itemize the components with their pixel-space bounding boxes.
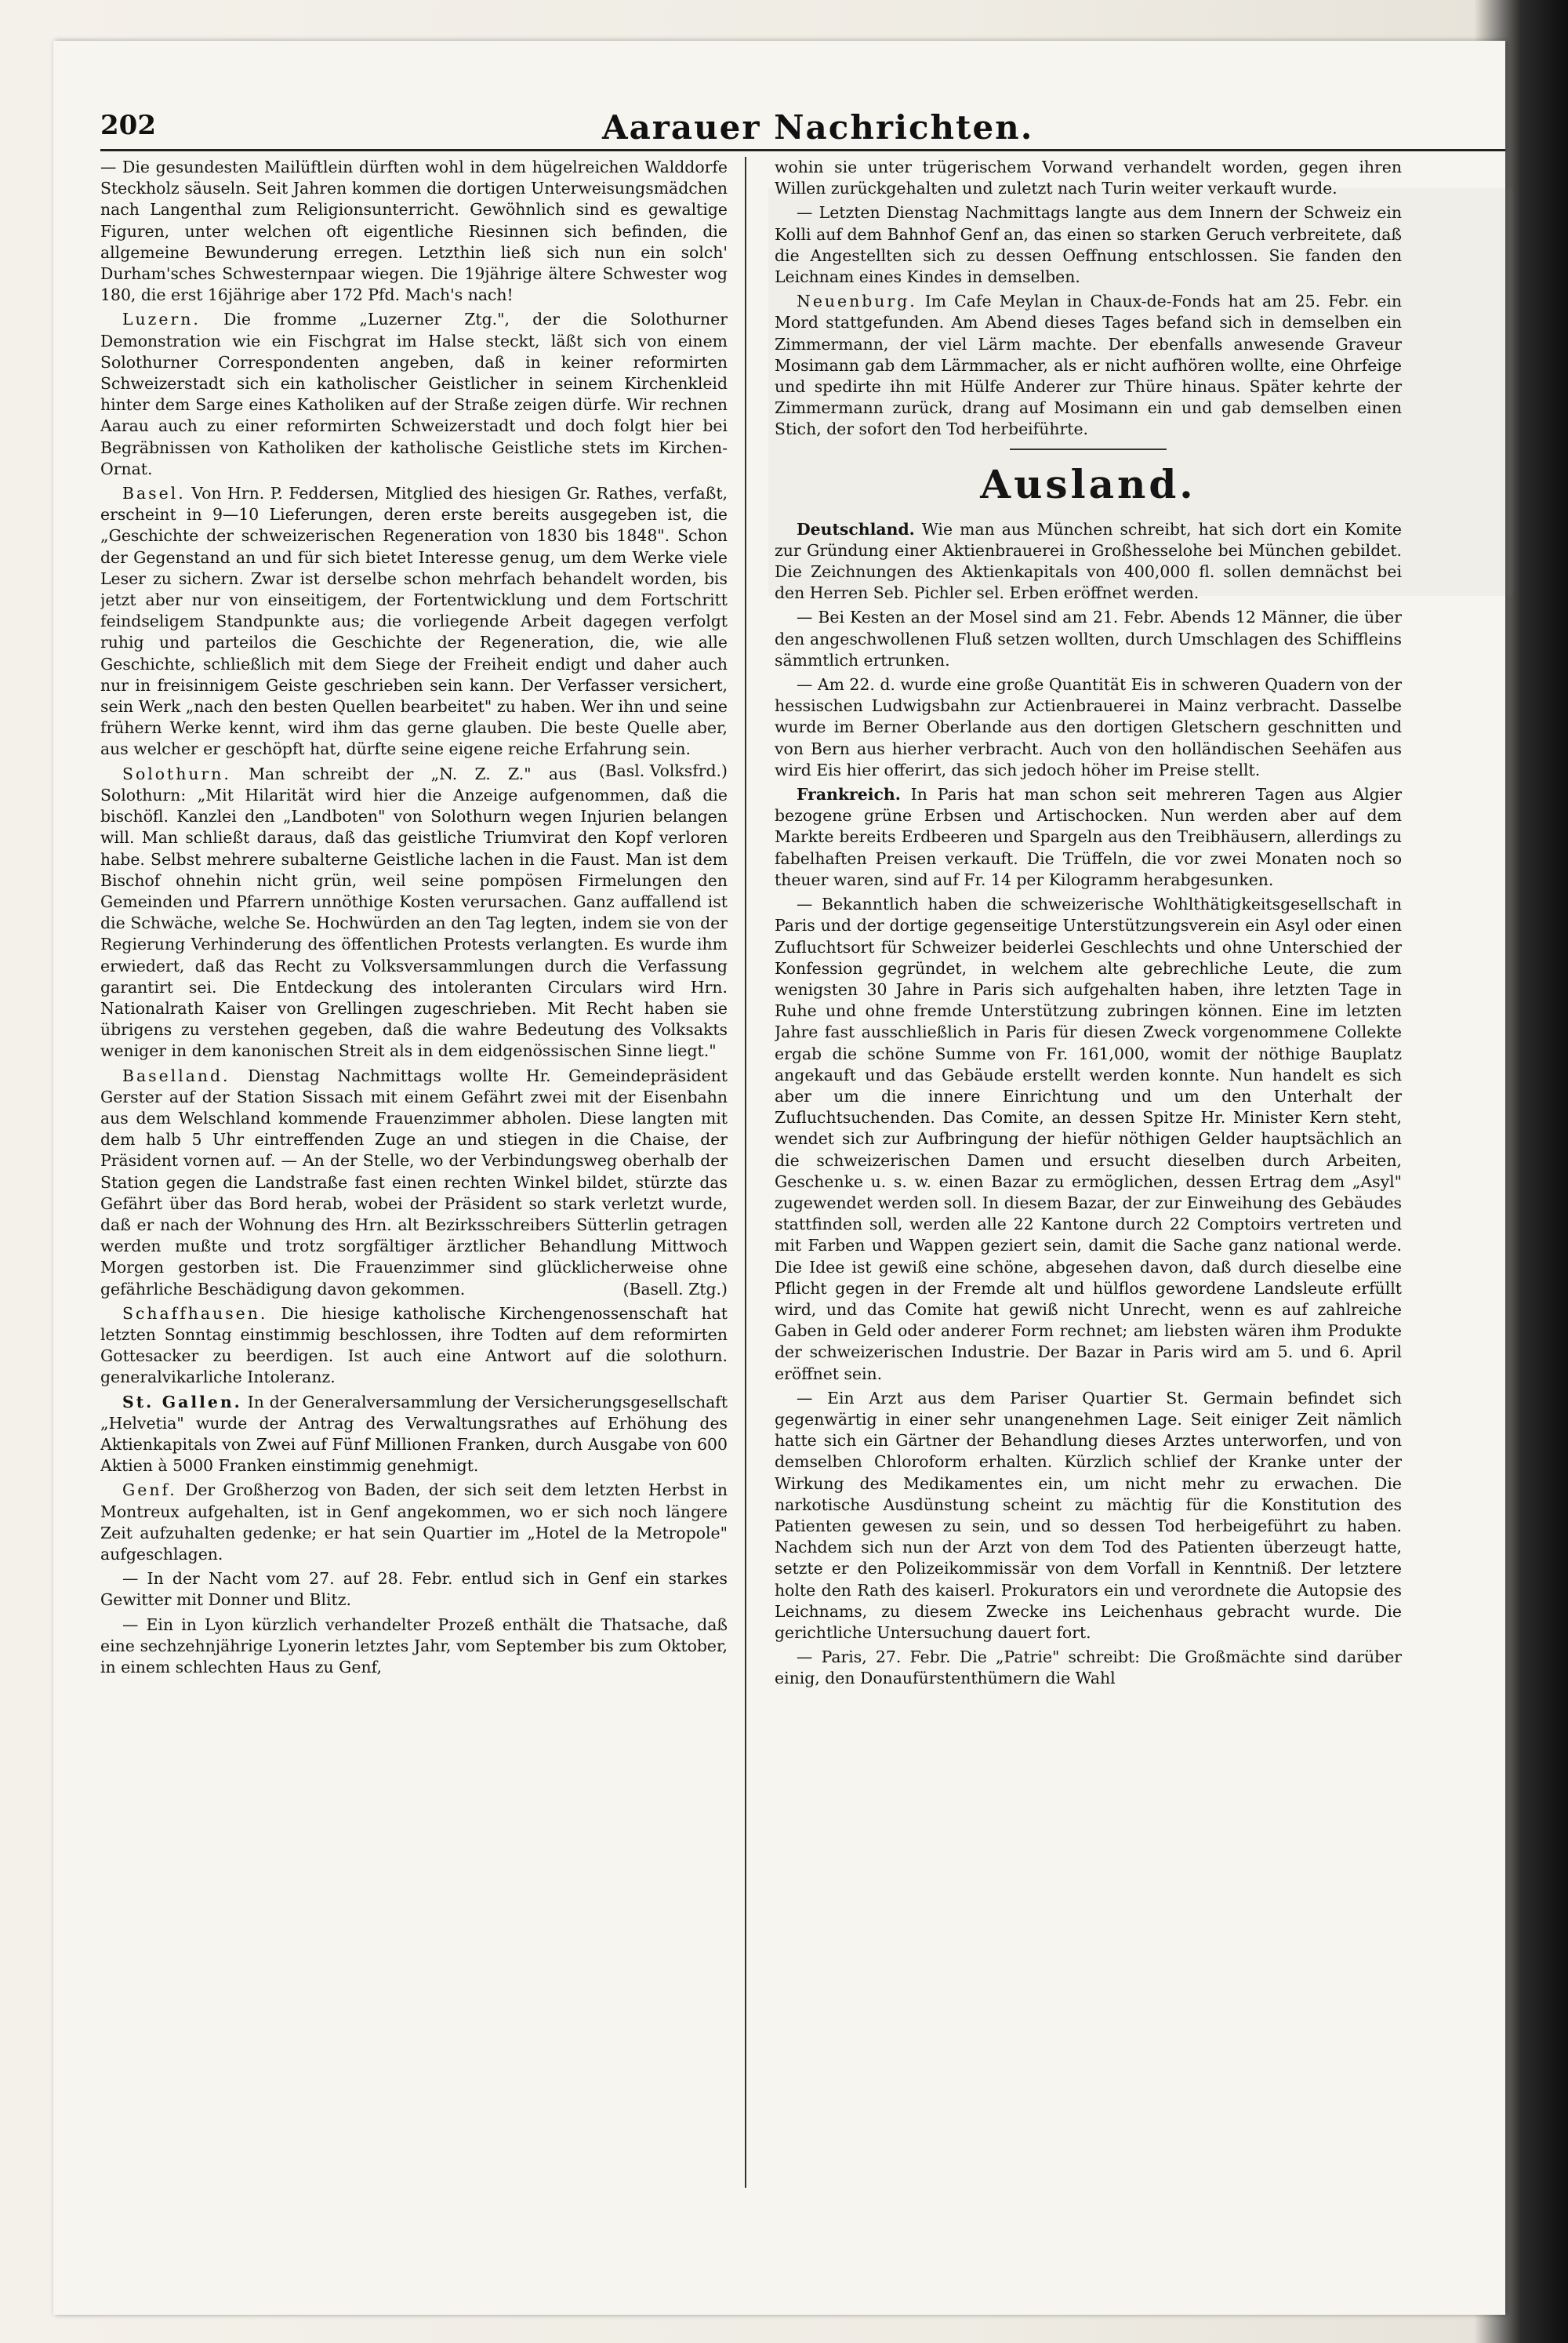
article-solothurn [100,764,728,1063]
article-neuenburg [775,291,1402,440]
article-deutschland-text: Wie man aus München schreibt, hat sich dort ein Komite zur Gründung einer Aktienbrauerei in Großhesselohe bei München gebildet. Die Zeichnungen des Aktienkapitals von 400,000 fl. sollen demnächst bei den Herren Seb. Pichler sel. Erben eröffnet werden. [775,519,1402,603]
article-frankreich [775,784,1402,891]
article-steckholz: — Die gesundesten Mailüftlein dürften wohl in dem hügelreichen Walddorfe Steckholz säuseln. Seit Jahren kommen die dortigen Unterweisungsmädchen nach Langenthal zum Religionsunterricht. Gewöhnlich sind es gewaltige Figuren, unter welchen oft eigentliche Riesinnen sich befinden, die allgemeine Bewunderung erregen. Letzthin ließ sich nun ein solch' Durham'sches Schwesternpaar wiegen. Die 19jährige ältere Schwester wog 180, die erst 16jährige aber 172 Pfd. Mach's nach! [100,158,728,305]
article-kolli: — Letzten Dienstag Nachmittags langte aus dem Innern der Schweiz ein Kolli auf dem Bahnhof Genf an, das einen so starken Geruch verbreitete, daß die Angestellten sich zu dessen Oeffnung entschlossen. Sie fanden den Leichnam eines Kindes in demselben. [775,203,1402,287]
article-wohltaetigkeit: — Bekanntlich haben die schweizerische Wohlthätigkeitsgesellschaft in Paris und der dortige gegenseitige Unterstützungsverein ein Asyl oder einen Zufluchtsort für Schweizer beiderlei Geschlechts und ohne Unterschied der Konfession gegründet, in welchem alte gebrechliche Leute, die zum wenigsten 30 Jahre in Paris sich aufgehalten haben, ihre letzten Tage in Ruhe und ohne fremde Unterstützung zubringen können. Eine im letzten Jahre fast ausschließlich in Paris für diesen Zweck vorgenommene Collekte ergab die schöne Summe von Fr. 161,000, womit der nöthige Bauplatz angekauft und das Gebäude erstellt werden konnte. Nun handelt es sich aber um die innere Einrichtung und um den Unterhalt der Zufluchtsuchenden. Das Comite, an dessen Spitze Hr. Minister Kern steht, wendet sich zur Aufbringung der hiefür nöthigen Gelder hauptsächlich an die schweizerischen Damen und ersucht dieselben durch Arbeiten, Geschenke u. s. w. einen Bazar zu ermöglichen, dessen Ertrag dem „Asyl" zugewendet werden soll. In diesem Bazar, der zur Einweihung des Gebäudes stattfinden soll, werden alle 22 Kantone durch 22 Comptoirs vertreten und mit Farben und Wappen geziert sein, damit die Sache ganz national werde. Die Idee ist gewiß eine schöne, abgesehen davon, daß durch dieselbe eine Pflicht gegen in der Fremde alt und hülflos gewordene Landsleute erfüllt wird, und das Comite hat gewiß nicht Unrecht, wenn es auf zahlreiche Gaben in Geld oder anderer Form rechnet; am liebsten wären ihm Produkte der schweizerischen Industrie. Der Bazar in Paris wird am 5. und 6. April eröffnet sein. [775,895,1402,1383]
article-genf [100,1480,728,1565]
article-deutschland [775,519,1402,605]
dateline-solothurn: Solothurn. [122,764,231,783]
article-genf-text: Der Großherzog von Baden, der sich seit dem letzten Herbst in Montreux aufgehalten, ist in Genf angekommen, wo er sich noch längere Zeit aufzuhalten gedenke; er hat sein Quartier im „Hotel de la Metropole" aufgeschlagen. [100,1480,728,1564]
article-lyon-continued: wohin sie unter trügerischem Vorwand verhandelt worden, gegen ihren Willen zurückgehalten und zuletzt nach Turin weiter verkauft wurde. [775,158,1402,198]
article-luzern-text: Die fromme „Luzerner Ztg.", der die Solothurner Demonstration wie ein Fischgrat im Halse steckt, läßt sich von einem Solothurner Correspondenten angeben, daß in keiner reformirten Schweizerstadt sich ein katholischer Geistlicher in seinem Kirchenkleid hinter dem Sarge eines Katholiken auf der Straße zeigen dürfe. Wir rechnen Aarau auch zu einer reformirten Schweizerstadt und doch folgt hier bei Begräbnissen von Katholiken der katholische Geistliche stets im Kirchen-Ornat. [100,310,728,478]
article-stgallen [100,1392,728,1477]
article-neuenburg-text: Im Cafe Meylan in Chaux-de-Fonds hat am 25. Febr. ein Mord stattgefunden. Am Abend dieses Tages befand sich in demselben ein Zimmermann, der viel Lärm machte. Der ebenfalls anwesende Graveur Mosimann gab dem Lärmmacher, als er nicht aufhören wollte, eine Ohrfeige und spedirte ihn mit Hülfe Anderer zur Thüre hinaus. Später kehrte der Zimmermann zurück, drang auf Mosimann ein und gab demselben einen Stich, der sofort den Tod herbeiführte. [775,292,1402,439]
newspaper-title: Aarauer Nachrichten. [602,108,1034,147]
dateline-luzern: Luzern. [122,310,201,329]
article-eis: — Am 22. d. wurde eine große Quantität Eis in schweren Quadern von der hessischen Ludwigsbahn zur Actienbrauerei in Mainz verbracht. Dasselbe wurde im Berner Oberlande aus den dortigen Gletschern geschnitten und von Bern aus hierher verbracht. Auch von den holländischen Seehäfen aus wird Eis hier offerirt, das sich jedoch höher im Preise stellt. [775,675,1402,779]
article-arzt: — Ein Arzt aus dem Pariser Quartier St. Germain befindet sich gegenwärtig in einer sehr unangenehmen Lage. Seit einiger Zeit nämlich hatte sich ein Gärtner der Behandlung dieses Arztes unterworfen, und von demselben Chloroform erhalten. Kürzlich schlief der Kranke unter der Wirkung des Medikamentes ein, um nicht mehr zu erwachen. Die narkotische Ausdünstung scheint zu mächtig für die Konstitution des Patienten gewesen zu sein, und so dessen Tod herbeigeführt zu haben. Nachdem sich nun der Arzt von dem Tod des Patienten überzeugt hatte, setzte er den Polizeikommissär von dem Vorfall in Kenntniß. Der letztere holte den Rath des kaiserl. Prokurators ein und verordnete die Autopsie des Leichnams, zu diesem Zwecke ins Leichenhaus gebracht wurde. Die gerichtliche Untersuchung dauert fort. [775,1388,1402,1642]
dateline-neuenburg: Neuenburg. [797,292,917,311]
section-heading-ausland: Ausland. [980,460,1196,507]
dateline-stgallen: St. Gallen. [122,1392,242,1411]
dateline-baselland: Baselland. [122,1066,230,1085]
article-baselland-text: Dienstag Nachmittags wollte Hr. Gemeindepräsident Gerster auf der Station Sissach mit einem Gefährt zwei mit der Eisenbahn aus dem Welschland kommende Frauenzimmer abholen. Diese langten mit dem halb 5 Uhr eintreffenden Zuge an und stiegen in die Chaise, der Präsident vornen auf. — An der Stelle, wo der Verbindungsweg oberhalb der Station gegen die Landstraße fast einen rechten Winkel bildet, stürzte das Gefährt über das Bord herab, wobei der Präsident so stark verletzt wurde, daß er nach der Wohnung des Hrn. alt Bezirksschreibers Sütterlin getragen werden mußte und trotz sorgfältiger ärztlicher Behandlung Mittwoch Morgen gestorben ist. Die Frauenzimmer sind glücklicherweise ohne gefährliche Beschädigung davon gekommen. [100,1066,728,1299]
article-genf-storm: — In der Nacht vom 27. auf 28. Febr. entlud sich in Genf ein starkes Gewitter mit Donner und Blitz. [100,1569,728,1610]
dateline-frankreich: Frankreich. [797,785,901,805]
article-solothurn-text: Man schreibt der „N. Z. Z." aus Solothurn: „Mit Hilarität wird hier die Anzeige aufgenommen, daß die bischöfl. Kanzlei den „Landboten" von Solothurn wegen Injurien belangen will. Man schließt daraus, daß das geistliche Triumvirat den Kopf verloren habe. Selbst mehrere subalterne Geistliche lachen in die Faust. Man ist dem Bischof ohnehin nicht grün, weil seine pompösen Firmelungen den Gemeinden und Pfarrern unnöthige Kosten verursachen. Ganz auffallend ist die Schwäche, welche Se. Hochwürden an den Tag legten, indem sie von der Regierung Verhinderung des öffentlichen Protests verlangten. Es wurde ihm erwiedert, daß das Recht zu Volksversammlungen durch die Verfassung garantirt sei. Die Entdeckung des intoleranten Circulars wird Hrn. Nationalrath Kaiser von Grellingen zugeschrieben. Mit Recht haben sie übrigens zu verstehen gegeben, daß die wahre Bedeutung des Volksakts weniger in dem kanonischen Streit als in dem eidgenössischen Sinne liegt." [100,764,728,1061]
dateline-basel: Basel. [122,484,186,503]
article-stgallen-text: In der Generalversammlung der Versicherungsgesellschaft „Helvetia" wurde der Antrag des Verwaltungsrathes auf Erhöhung des Aktienkapitals von Zwei auf Fünf Millionen Franken, durch Ausgabe von 600 Aktien à 5000 Franken einstimmig genehmigt. [100,1392,728,1476]
article-genf-lyon: — Ein in Lyon kürzlich verhandelter Prozeß enthält die Thatsache, daß eine sechzehnjährige Lyonerin letztes Jahr, vom September bis zum Oktober, in einem schlechten Haus zu Genf, [100,1615,728,1677]
article-kesten: — Bei Kesten an der Mosel sind am 21. Febr. Abends 12 Männer, die über den angeschwollenen Fluß setzen wollten, durch Umschlagen des Schiffleins sämmtlich ertrunken. [775,608,1402,670]
source-baselland: (Basell. Ztg.) [622,1279,728,1299]
header-rule [100,149,1505,151]
dateline-schaffhausen: Schaffhausen. [122,1303,268,1323]
section-separator [1010,449,1167,450]
article-baselland [100,1066,728,1300]
article-luzern [100,309,728,480]
page-number: 202 [100,110,156,141]
dateline-deutschland: Deutschland. [797,519,915,539]
article-schaffhausen [100,1303,728,1389]
article-patrie [775,1647,1402,1689]
article-basel-text: Von Hrn. P. Feddersen, Mitglied des hiesigen Gr. Rathes, verfaßt, erscheint in 9—10 Lieferungen, deren erste bereits ausgegeben ist, die „Geschichte der schweizerischen Regeneration von 1830 bis 1848". Schon der Gegenstand an und für sich bietet Interesse genug, um dem Werke viele Leser zu sichern. Zwar ist derselbe schon mehrfach behandelt worden, bis jetzt aber nur von einseitigem, der Fortentwicklung und dem Fortschritt feindseligem Standpunkte aus; die vorliegende Arbeit dagegen verfolgt ruhig und parteilos die Geschichte der Regeneration, die, wie alle Geschichte, schließlich mit dem Siege der Freiheit endigt und daher auch nur in freisinnigem Geiste geschrieben sein kann. Der Verfasser versichert, sein Werk „nach den besten Quellen bearbeitet" zu haben. Wer ihn und seine frühern Werke kennt, wird ihm das gerne glauben. Die beste Quelle aber, aus welcher er geschöpft hat, dürfte seine eigene reiche Erfahrung sein. [100,484,728,759]
dateline-paris: — Paris, 27. Febr. [797,1647,951,1667]
dateline-genf: Genf. [122,1480,177,1500]
article-patrie-text: Die „Patrie" schreibt: Die Großmächte sind darüber einig, den Donaufürstenthümern die Wahl [775,1647,1402,1688]
column-divider [745,157,746,2188]
article-schaffhausen-text: Die hiesige katholische Kirchengenossenschaft hat letzten Sonntag einstimmig beschlossen, ihre Todten auf dem reformirten Gottesacker zu beerdigen. Ist auch eine Antwort auf die solothurn. generalvikarliche Intoleranz. [100,1303,728,1387]
source-basel: (Basl. Volksfrd.) [598,761,728,780]
article-frankreich-text: In Paris hat man schon seit mehreren Tagen aus Algier bezogene grüne Erbsen und Artischocken. Nun werden aber auf dem Markte bereits Erdbeeren und Spargeln aus den Treibhäusern, allerdings zu fabelhaften Preisen verkauft. Die Trüffeln, die vor zwei Monaten noch so theuer waren, sind auf Fr. 14 per Kilogramm herabgesunken. [775,785,1402,889]
right-column [775,157,1402,2243]
left-column [100,157,728,2243]
